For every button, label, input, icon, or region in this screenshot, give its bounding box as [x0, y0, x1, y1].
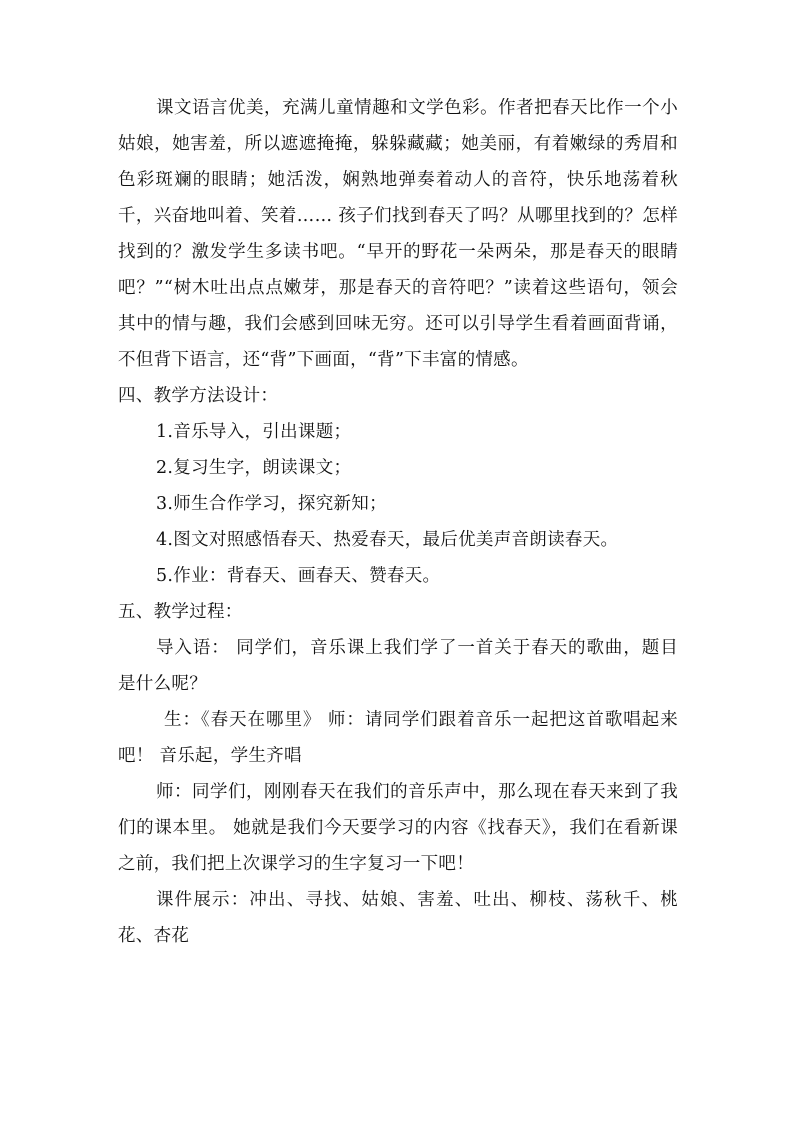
- process-paragraph-teacher: 师：同学们，刚刚春天在我们的音乐声中，那么现在春天来到了我们的课本里。 她就是我们今天要学习的内容《找春天》，我们在看新课之前，我们把上次课学习的生字复习一下吧！: [118, 782, 678, 874]
- process-paragraph-intro: 导入语： 同学们，音乐课上我们学了一首关于春天的歌曲，题目是什么呢？: [118, 638, 678, 694]
- document-body: [118, 90, 678, 954]
- method-item-5: 5.作业：背春天、画春天、赞春天。: [156, 566, 441, 586]
- method-item-3: 3.师生合作学习，探究新知；: [156, 494, 387, 514]
- process-paragraph-courseware: 课件展示：冲出、寻找、姑娘、害羞、吐出、柳枝、荡秋千、桃花、杏花: [118, 890, 678, 946]
- section-4-heading: 四、教学方法设计：: [118, 386, 279, 406]
- method-item-2: 2.复习生字，朗读课文；: [156, 458, 352, 478]
- intro-paragraph: 课文语言优美，充满儿童情趣和文学色彩。作者把春天比作一个小姑娘，她害羞，所以遮遮掩掩，躲躲藏藏；她美丽，有着嫩绿的秀眉和色彩斑斓的眼睛；她活泼，娴熟地弹奏着动人的音符，快乐地荡着秋千，兴奋地叫着、笑着…… 孩子们找到春天了吗？从哪里找到的？怎样找到的？激发学生多读书吧。“早开的野花一朵两朵，那是春天的眼睛吧？”“树木吐出点点嫩芽，那是春天的音符吧？”读着这些语句，领会其中的情与趣，我们会感到回味无穷。还可以引导学生看着画面背诵，不但背下语言，还“背”下画面，“背”下丰富的情感。: [118, 98, 678, 370]
- method-item-4: 4.图文对照感悟春天、热爱春天，最后优美声音朗读春天。: [156, 530, 619, 550]
- section-5-heading: 五、教学过程：: [118, 602, 243, 622]
- process-paragraph-song: 生：《春天在哪里》 师：请同学们跟着音乐一起把这首歌唱起来吧！ 音乐起，学生齐唱: [118, 710, 678, 766]
- method-item-1: 1.音乐导入，引出课题；: [156, 422, 352, 442]
